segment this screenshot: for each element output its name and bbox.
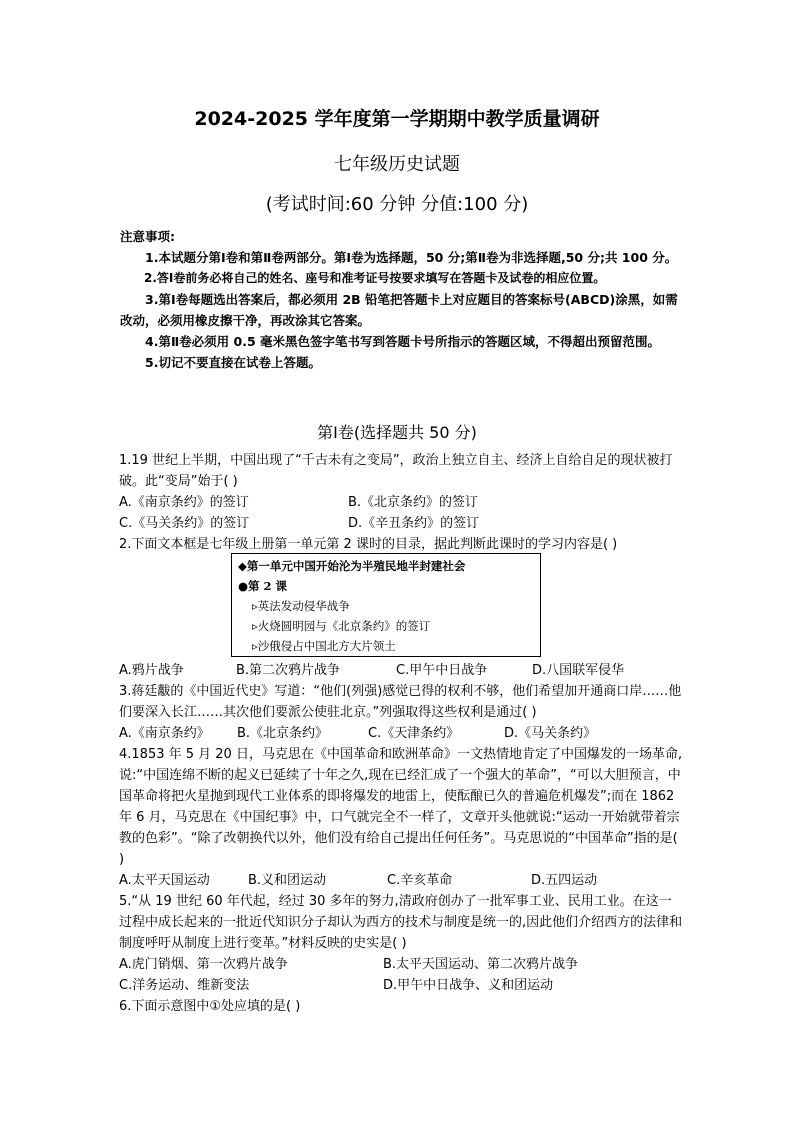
option-c: C.《天津条约》 (368, 726, 460, 741)
option-c: C.洋务运动、维新变法 (119, 978, 250, 993)
note-item: 2.答Ⅰ卷前务必将自己的姓名、座号和准考证号按要求填写在答题卡及试卷的相应位置。 (144, 271, 606, 285)
question-2-options (119, 660, 684, 681)
notes-heading: 注意事项: (120, 229, 175, 244)
option-d: D.八国联军侵华 (532, 663, 625, 678)
question-4-text: 4.1853 年 5 月 20 日，马克思在《中国革命和欧洲革命》一文热情地肯定了中国爆发的一场革命,说:“中国连绵不断的起义已延续了十年之久,现在已经汇成了一个强大的革命”，“可以大胆预言，中国革命将把火星抛到现代工业体系的即将爆发的地雷上，使酝酿已久的普遍危机爆发”;而在 1862 年 6 月，马克思在《中国纪事》中，口气就完全不一样了，文章开头他就说:“运动一开始就带着宗教的色彩”。“除了改朝换代以外，他们没有给自己提出任何任务”。马克思说的“中国革命”指的是( ) (119, 747, 683, 867)
question-3-options (119, 723, 684, 744)
note-item: 1.本试题分第Ⅰ卷和第Ⅱ卷两部分。第Ⅰ卷为选择题，50 分;第Ⅱ卷为非选择题,50 分;共 100 分。 (145, 250, 678, 265)
question-5-options (119, 954, 684, 996)
note-item: 5.切记不要直接在试卷上答题。 (145, 355, 321, 370)
outline-unit: ◆第一单元中国开始沦为半殖民地半封建社会 (238, 559, 466, 573)
exam-title: 2024-2025 学年度第一学期期中教学质量调研 (194, 108, 600, 130)
option-a: A.《南京条约》的签订 (119, 495, 249, 510)
question-3-text: 3.蒋廷黻的《中国近代史》写道：“他们(列强)感觉已得的权利不够，他们希望加开通商口岸……他们要深入长江……其次他们要派公使驻北京。”列强取得这些权利是通过( ) (119, 684, 682, 720)
section-title: 第Ⅰ卷(选择题共 50 分) (317, 423, 477, 442)
option-d: D.《辛丑条约》的签订 (348, 516, 480, 531)
option-d: D.甲午中日战争、义和团运动 (383, 978, 554, 993)
option-d: D.五四运动 (531, 873, 598, 888)
outline-point: ▹火烧圆明园与《北京条约》的签订 (252, 619, 431, 633)
notes-section (120, 226, 680, 373)
option-d: D.《马关条约》 (504, 726, 597, 741)
option-a: A.鸦片战争 (119, 663, 184, 678)
option-b: B.《北京条约》 (237, 726, 329, 741)
outline-lesson: ●第 2 课 (238, 579, 288, 593)
exam-info: (考试时间:60 分钟 分值:100 分) (265, 194, 529, 215)
note-item: 3.第Ⅰ卷每题选出答案后，都必须用 2B 铅笔把答题卡上对应题目的答案标号(ABCD)涂黑，如需改动，必须用橡皮擦干净，再改涂其它答案。 (120, 292, 678, 328)
note-item: 4.第Ⅱ卷必须用 0.5 毫米黑色签字笔书写到答题卡号所指示的答题区域，不得超出预留范围。 (145, 334, 661, 349)
question-5-text: 5.“从 19 世纪 60 年代起，经过 30 多年的努力,清政府创办了一批军事工业、民用工业。在这一过程中成长起来的一批近代知识分子却认为西方的技术与制度是统一的,因此他们介绍西方的法律和制度呼吁从制度上进行变革。”材料反映的史实是( ) (119, 894, 683, 951)
outline-point: ▹沙俄侵占中国北方大片领土 (252, 639, 396, 653)
question-1-options (119, 492, 684, 534)
question-2-text: 2.下面文本框是七年级上册第一单元第 2 课时的目录，据此判断此课时的学习内容是( ) (119, 537, 618, 552)
option-c: C.《马关条约》的签订 (119, 516, 250, 531)
option-a: A.太平天国运动 (119, 873, 210, 888)
lesson-outline-box (231, 553, 541, 657)
option-a: A.《南京条约》 (119, 726, 210, 741)
outline-point: ▹英法发动侵华战争 (252, 599, 350, 613)
question-4-options (119, 870, 684, 891)
question-1-text: 1.19 世纪上半期，中国出现了“千古未有之变局”，政治上独立自主、经济上自给自足的现状被打破。此“变局”始于( ) (119, 453, 673, 489)
option-b: B.《北京条约》的签订 (348, 495, 479, 510)
question-6-text: 6.下面示意图中①处应填的是( ) (119, 999, 301, 1014)
exam-subtitle: 七年级历史试题 (334, 154, 460, 175)
option-b: B.第二次鸦片战争 (236, 663, 341, 678)
option-b: B.太平天国运动、第二次鸦片战争 (383, 957, 579, 972)
option-c: C.甲午中日战争 (396, 663, 488, 678)
option-b: B.义和团运动 (248, 873, 327, 888)
option-a: A.虎门销烟、第一次鸦片战争 (119, 957, 288, 972)
option-c: C.辛亥革命 (387, 873, 453, 888)
